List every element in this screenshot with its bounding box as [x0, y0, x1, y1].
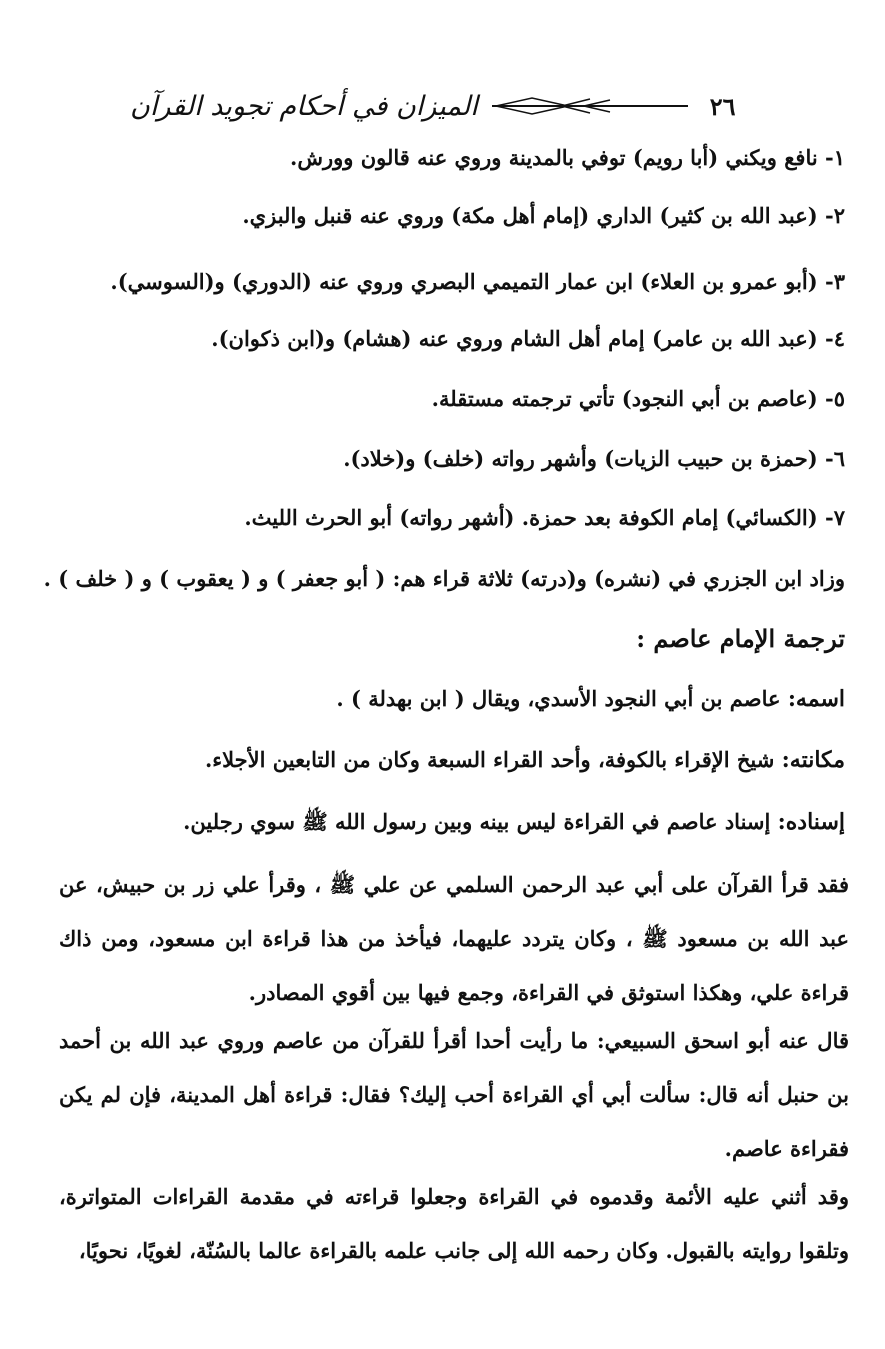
status-line — [205, 745, 845, 775]
paragraph: فقد قرأ القرآن على أبي عبد الرحمن السلمي عن علي ﷺ ، وقرأ علي زر بن حبيش، عن عبد الله بن مسعود ﷺ ، وكان يتردد عليهما، فيأخذ من هذا قراءة ابن مسعود، ومن ذاك قراءة علي، وهكذا استوثق في القراءة، وجمع فيها بين أقوي المصادر. — [59, 872, 849, 1005]
arrow-ornament-icon — [492, 95, 702, 117]
page-number: ٢٦ — [709, 91, 736, 121]
list-item: ٧- (الكسائي) إمام الكوفة بعد حمزة. (أشهر رواته) أبو الحرث الليث. — [244, 505, 845, 530]
paragraph-lead: قال عنه أبو اسحق السبيعي: — [596, 1028, 850, 1053]
paragraph — [59, 1014, 849, 1176]
list-item: ٢- (عبد الله بن كثير) الداري (إمام أهل مكة) وروي عنه قنبل والبزي. — [242, 203, 845, 228]
paragraph: وقد أثني عليه الأئمة وقدموه في القراءة وجعلوا قراءته في مقدمة القراءات المتواترة، وتلقوا روايته بالقبول. وكان رحمه الله إلى جانب علمه بالقراءة عالما بالسُنّة، لغويًا، نحويًا، — [59, 1184, 849, 1263]
isnad-label: إسناده: — [777, 809, 845, 835]
running-header — [130, 84, 750, 128]
isnad-text: إسناد عاصم في القراءة ليس بينه وبين رسول الله ﷺ سوي رجلين. — [183, 809, 771, 834]
section-heading: ترجمة الإمام عاصم : — [636, 624, 845, 653]
name-line — [336, 684, 845, 714]
list-item: ٣- (أبو عمرو بن العلاء) ابن عمار التميمي البصري وروي عنه (الدوري) و(السوسي). — [110, 269, 845, 294]
jazari-line: وزاد ابن الجزري في (نشره) و(درته) ثلاثة قراء هم: ( أبو جعفر ) و ( يعقوب ) و ( خلف ) . — [43, 566, 845, 591]
name-text: عاصم بن أبي النجود الأسدي، ويقال ( ابن بهدلة ) . — [336, 686, 781, 711]
list-item: ٦- (حمزة بن حبيب الزيات) وأشهر رواته (خلف) و(خلاد). — [343, 446, 845, 471]
status-label: مكانته: — [781, 747, 845, 773]
list-item: ١- نافع ويكني (أبا رويم) توفي بالمدينة وروي عنه قالون وورش. — [290, 145, 845, 170]
status-text: شيخ الإقراء بالكوفة، وأحد القراء السبعة وكان من التابعين الأجلاء. — [204, 747, 775, 772]
list-item: ٥- (عاصم بن أبي النجود) تأتي ترجمته مستقلة. — [431, 386, 845, 411]
isnad-line — [183, 807, 845, 837]
list-item: ٤- (عبد الله بن عامر) إمام أهل الشام وروي عنه (هشام) و(ابن ذكوان). — [211, 326, 845, 351]
name-label: اسمه: — [787, 686, 845, 712]
book-title: الميزان في أحكام تجويد القرآن — [130, 90, 478, 122]
paragraph-body: ما رأيت أحدا أقرأ للقرآن من عاصم وروي عبد الله بن أحمد بن حنبل أنه قال: سألت أبي أي القراءة أحب إليك؟ فقال: قراءة أهل المدينة، فإن لم يكن فقراءة عاصم. — [59, 1028, 849, 1161]
